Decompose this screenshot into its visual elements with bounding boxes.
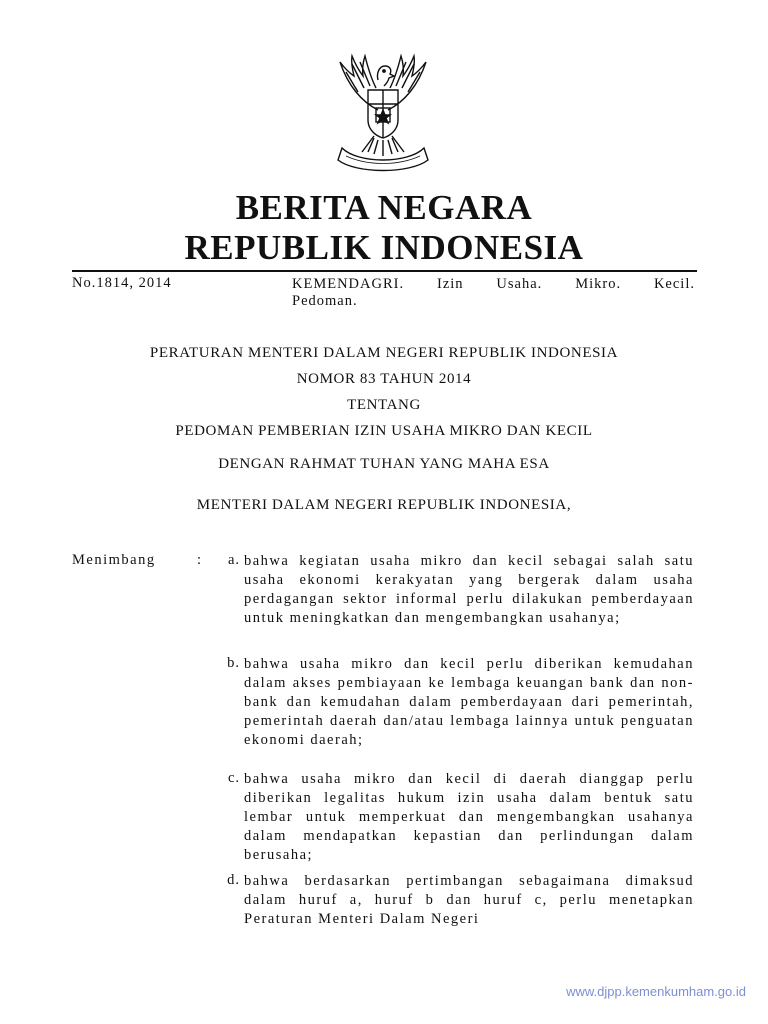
item-letter-c: c. [227, 770, 240, 786]
regulation-about: TENTANG [347, 397, 421, 413]
item-text-a: bahwa kegiatan usaha mikro dan kecil sebagai salah satu usaha ekonomi kerakyatan yang bergerak dalam usaha perdagangan sektor informal perlu dilakukan pemberdayaan untuk meningkatkan dan mengembangkan usahanya; [244, 553, 694, 626]
considering-label: Menimbang [72, 552, 156, 568]
garuda-emblem-icon [318, 48, 448, 176]
regulation-title: PERATURAN MENTERI DALAM NEGERI REPUBLIK INDONESIA [149, 345, 619, 361]
issuer: MENTERI DALAM NEGERI REPUBLIK INDONESIA, [196, 497, 572, 513]
item-letter-a: a. [227, 552, 240, 568]
item-text-d: bahwa berdasarkan pertimbangan sebagaimana dimaksud dalam huruf a, huruf b dan huruf c, perlu menetapkan Peraturan Menteri Dalam Negeri [244, 873, 694, 927]
invocation: DENGAN RAHMAT TUHAN YANG MAHA ESA [218, 456, 550, 472]
gazette-subject-continued: Pedoman. [292, 293, 358, 309]
item-text-c: bahwa usaha mikro dan kecil di daerah dianggap perlu diberikan legalitas hukum izin usaha dalam bentuk satu lembar untuk memperkuat dan mengembangkan usahanya dalam mendapatkan kepastian dan perlindungan dalam berusaha; [244, 771, 694, 863]
masthead-title-line2: REPUBLIK INDONESIA [184, 228, 584, 267]
item-letter-d: d. [227, 872, 240, 888]
item-text-b: bahwa usaha mikro dan kecil perlu diberikan kemudahan dalam akses pembiayaan ke lembaga keuangan bank dan non-bank dan kemudahan dalam pemberdayaan dari pemerintah, pemerintah daerah dan/atau lembaga lainnya untuk penguatan ekonomi daerah; [244, 656, 694, 748]
gazette-number: No.1814, 2014 [72, 275, 172, 291]
considering-colon: : [197, 552, 202, 568]
header-divider [72, 270, 697, 272]
source-website-link[interactable]: www.djpp.kemenkumham.go.id [566, 984, 746, 999]
masthead-title-line1: BERITA NEGARA [235, 188, 533, 227]
item-letter-b: b. [227, 655, 240, 671]
regulation-subject: PEDOMAN PEMBERIAN IZIN USAHA MIKRO DAN KECIL [175, 423, 593, 439]
gazette-subject: KEMENDAGRI. Izin Usaha. Mikro. Kecil. [292, 276, 695, 292]
regulation-number: NOMOR 83 TAHUN 2014 [296, 371, 472, 387]
